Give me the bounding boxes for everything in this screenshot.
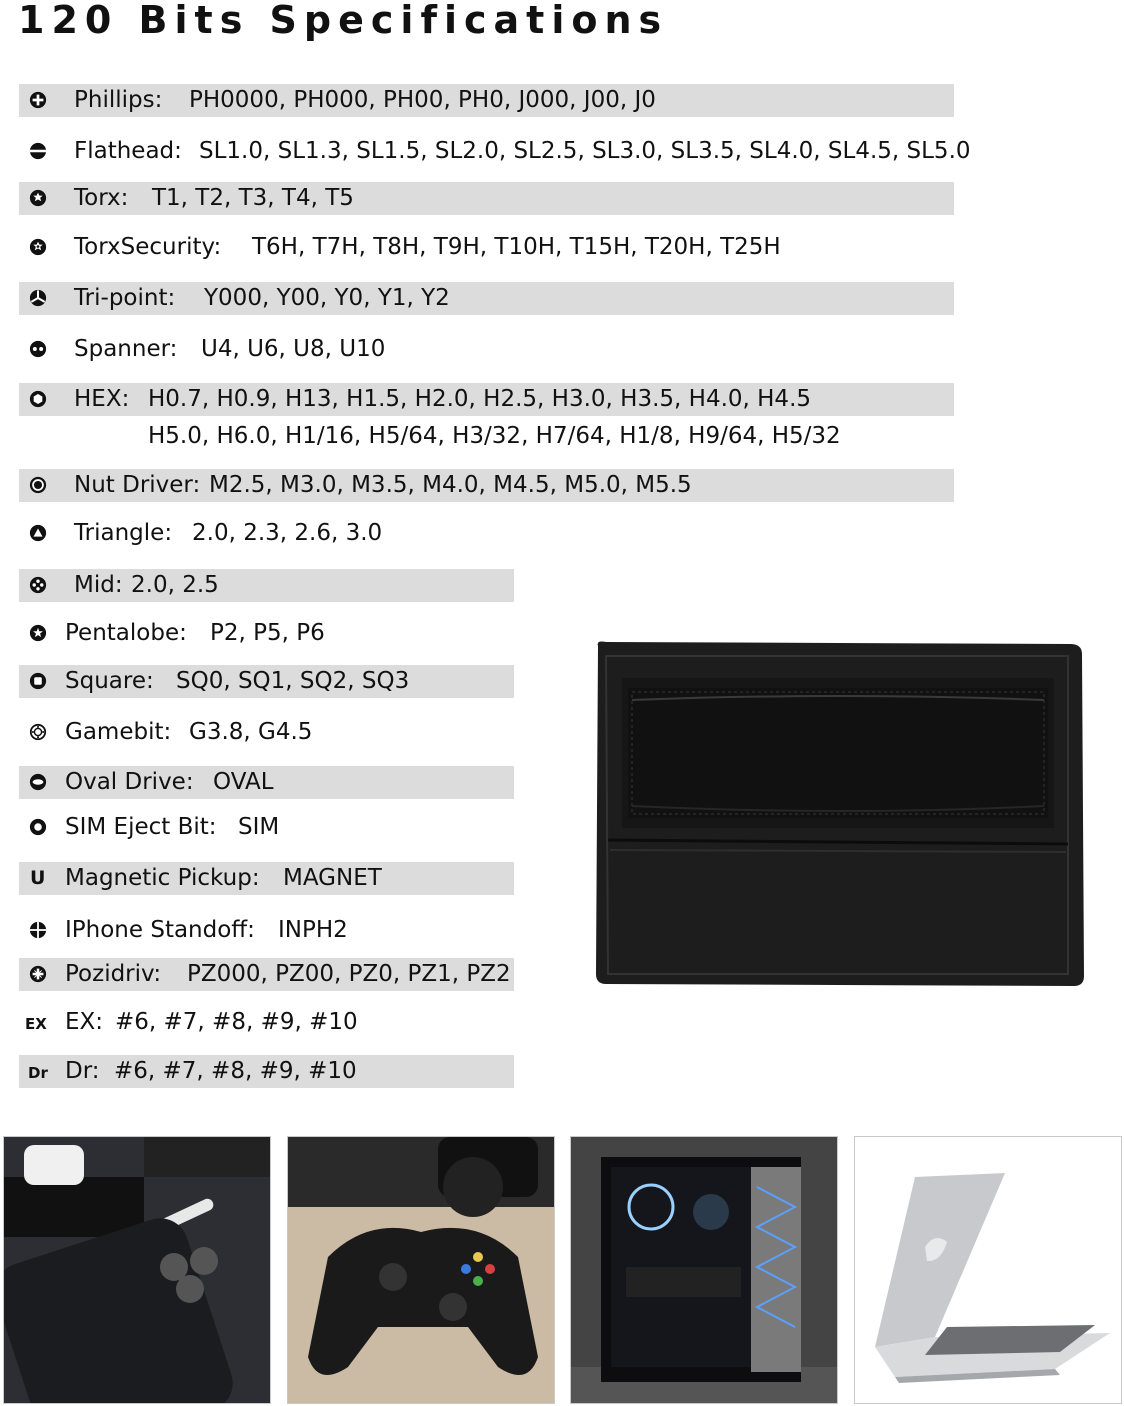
spec-values: 2.0, 2.3, 2.6, 3.0	[192, 520, 383, 546]
spec-values: PZ000, PZ00, PZ0, PZ1, PZ2	[187, 961, 511, 987]
spec-values: OVAL	[213, 769, 274, 795]
phone-tablet-illustration	[4, 1137, 270, 1403]
spec-label: Square:	[65, 668, 154, 694]
spanner-icon	[29, 340, 47, 358]
spec-label: Tri-point:	[74, 285, 176, 311]
flathead-icon	[29, 142, 47, 160]
spec-values-continued: H5.0, H6.0, H1/16, H5/64, H3/32, H7/64, H1/8, H9/64, H5/32	[148, 423, 841, 449]
mid-icon	[29, 576, 47, 594]
spec-row-sim-eject	[19, 811, 514, 844]
storage-case-image	[592, 640, 1084, 988]
spec-label: Oval Drive:	[65, 769, 194, 795]
spec-label: Phillips:	[74, 87, 163, 113]
spec-values: MAGNET	[283, 865, 382, 891]
page-title: 120 Bits Specifications	[18, 0, 669, 42]
spec-row-mid	[19, 569, 514, 602]
spec-row-triangle	[19, 517, 954, 550]
spec-row-torx-security	[19, 231, 954, 264]
torx-icon	[29, 189, 47, 207]
spec-row-magnetic-pickup	[19, 862, 514, 895]
spec-row-nut-driver	[19, 469, 954, 502]
spec-row-gamebit	[19, 716, 514, 749]
gamebit-icon	[29, 723, 47, 741]
dr-icon: Dr	[28, 1064, 48, 1082]
spec-values: #6, #7, #8, #9, #10	[115, 1009, 358, 1035]
spec-values: M2.5, M3.0, M3.5, M4.0, M4.5, M5.0, M5.5	[209, 472, 692, 498]
spec-values: SQ0, SQ1, SQ2, SQ3	[176, 668, 410, 694]
spec-label: Torx:	[74, 185, 129, 211]
spec-values: #6, #7, #8, #9, #10	[114, 1058, 357, 1084]
oval-drive-icon	[29, 773, 47, 791]
spec-label: Magnetic Pickup:	[65, 865, 260, 891]
spec-row-flathead	[19, 135, 971, 168]
magnetic-pickup-icon: U	[30, 867, 46, 889]
nut-driver-icon	[29, 476, 47, 494]
spec-values: H0.7, H0.9, H13, H1.5, H2.0, H2.5, H3.0, H3.5, H4.0, H4.5	[148, 386, 812, 412]
sim-eject-icon	[29, 818, 47, 836]
pc-case-illustration	[571, 1137, 837, 1403]
spec-values: 2.0, 2.5	[131, 572, 219, 598]
laptop-photo	[854, 1136, 1122, 1404]
spec-row-tri-point	[19, 282, 954, 315]
spec-values: INPH2	[278, 917, 348, 943]
spec-row-ex	[19, 1006, 514, 1039]
laptop-illustration	[855, 1137, 1121, 1403]
spec-row-phillips	[19, 84, 954, 117]
iphone-standoff-icon	[29, 921, 47, 939]
spec-label: Dr:	[65, 1058, 100, 1084]
spec-label: Pozidriv:	[65, 961, 162, 987]
spec-row-hex	[19, 383, 954, 449]
spec-values: G3.8, G4.5	[189, 719, 313, 745]
spec-values: T6H, T7H, T8H, T9H, T10H, T15H, T20H, T25H	[252, 234, 781, 260]
torx-security-icon	[29, 238, 47, 256]
tri-point-icon	[29, 289, 47, 307]
spec-label: Mid:	[74, 572, 123, 598]
pozidriv-icon	[29, 965, 47, 983]
spec-row-dr	[19, 1055, 514, 1088]
pentalobe-icon	[29, 624, 47, 642]
spec-label: TorxSecurity:	[74, 234, 222, 260]
phillips-icon	[29, 91, 47, 109]
phone-tablet-photo	[3, 1136, 271, 1404]
spec-values: Y000, Y00, Y0, Y1, Y2	[204, 285, 450, 311]
spec-row-pentalobe	[19, 617, 514, 650]
square-icon	[29, 672, 47, 690]
pc-case-photo	[570, 1136, 838, 1404]
spec-values: PH0000, PH000, PH00, PH0, J000, J00, J0	[189, 87, 656, 113]
spec-label: Flathead:	[74, 138, 182, 164]
spec-values: P2, P5, P6	[210, 620, 325, 646]
spec-label: Triangle:	[74, 520, 173, 546]
game-controller-photo	[287, 1136, 555, 1404]
spec-values: SL1.0, SL1.3, SL1.5, SL2.0, SL2.5, SL3.0, SL3.5, SL4.0, SL4.5, SL5.0	[199, 138, 971, 164]
spec-row-torx	[19, 182, 954, 215]
spec-label: SIM Eject Bit:	[65, 814, 217, 840]
spec-values: SIM	[238, 814, 280, 840]
spec-values: T1, T2, T3, T4, T5	[152, 185, 354, 211]
spec-label: IPhone Standoff:	[65, 917, 255, 943]
hex-icon	[29, 390, 47, 408]
spec-row-oval-drive	[19, 766, 514, 799]
spec-label: Gamebit:	[65, 719, 172, 745]
spec-row-spanner	[19, 333, 954, 366]
spec-label: Spanner:	[74, 336, 178, 362]
spec-row-iphone-standoff	[19, 914, 514, 947]
spec-label: Pentalobe:	[65, 620, 187, 646]
spec-label: HEX:	[74, 386, 130, 412]
spec-label: EX:	[65, 1009, 104, 1035]
spec-row-square	[19, 665, 514, 698]
game-controller-illustration	[288, 1137, 554, 1403]
spec-row-pozidriv	[19, 958, 514, 991]
spec-values: U4, U6, U8, U10	[201, 336, 386, 362]
triangle-icon	[29, 524, 47, 542]
ex-icon: EX	[25, 1015, 47, 1033]
spec-label: Nut Driver:	[74, 472, 201, 498]
